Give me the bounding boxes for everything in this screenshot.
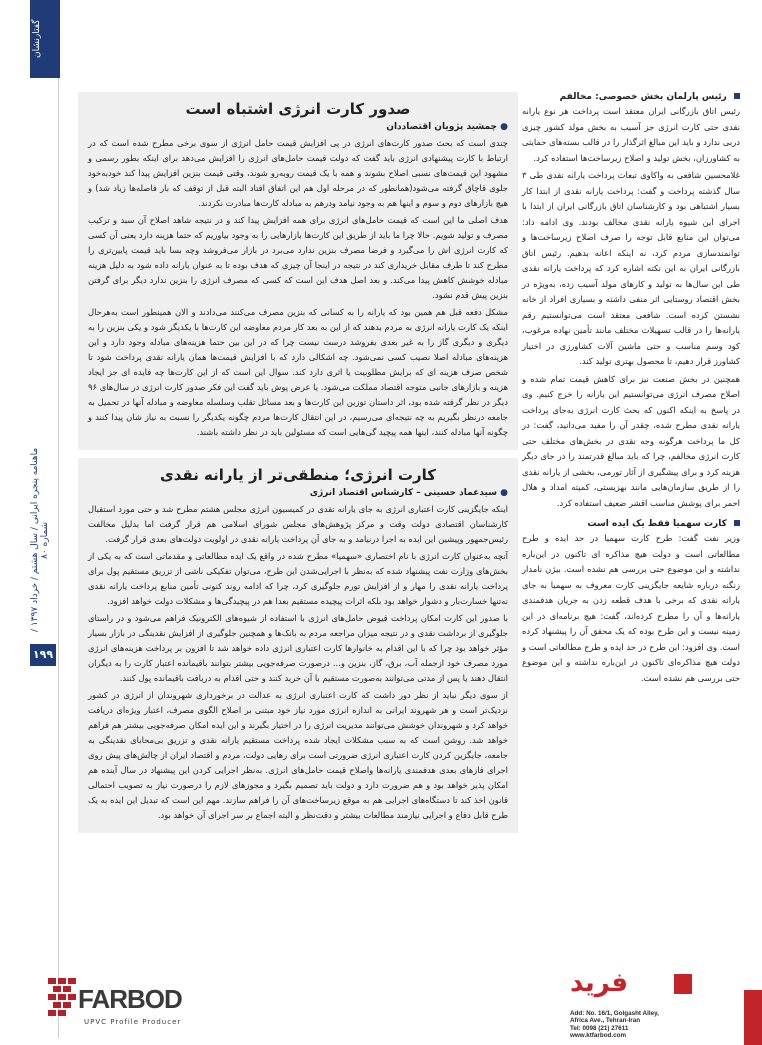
article-byline [88, 488, 508, 498]
main-column [78, 92, 518, 833]
subheading [522, 519, 740, 529]
farid-logo-icon [674, 974, 692, 994]
farid-contact [570, 1010, 659, 1040]
article-paragraph: چندی است که بحث صدور کارت‌های انرژی در پی افزایش قیمت حامل انرژی از سوی برخی مطرح شده است که در ارتباط با کارت پیشنهادی انرژی باید گفت که دولت قیمت حامل‌های انرژی را افزایش می‌دهد برای اینکه بطور رسمی و مشهود این قیمت‌های نسبی اصلاح بشوند و همه با یک قیمت روبه‌رو شوند، وقتی قیمت بنزین افزایش پیدا کند خودبه‌خود جلوی قاچاق گرفته می‌شود(همانطور که در مرحله اول هم این اتفاق افتاد البته قبل از توقف که بار فاصله‌ها زیاد شد) و هیچ بازارهای دوم و سوم و اینها هم به وجود نیامد ودرهم به مبادله کارت‌ها مبادرت نکردند. [88, 138, 508, 208]
article-energy-card-mistake [78, 92, 518, 450]
subheading-text: رئیس پارلمان بخش خصوصی: مخالفم [559, 92, 727, 102]
article-byline [88, 122, 508, 132]
author-name: چمشید پژویان اقتصاددان [386, 122, 497, 132]
section-tab [30, 0, 60, 78]
farid-phone: Tel: 0098 (21) 27611 [570, 1024, 629, 1032]
side-column [522, 92, 740, 688]
farbod-logo-icon [48, 978, 78, 1022]
bullet-icon: ● [500, 122, 508, 132]
article-paragraph: مشکل دفعه قبل هم همین بود که یارانه را به کسانی که بنزین مصرف می‌کنند می‌دادند و الان همینطور است به‌هرحال اینکه یک کارت یارانه انرژی به مردم بدهند که از این به بعد کار مردم معاوضه این کارت‌ها با یکدیگر شود و یکی بنزین را به دیگری و دیگری گاز را به غیر بعدی بفروشد درست نیست چرا که در این بین حتما هزینه‌های مبادله وجود دارد و این هزینه‌های مبادله اصلا نصیب کسی نمی‌شود. چه اشکالی دارد که با افزایش قیمت‌ها همان یارانه نقدی پرداخت شود تا شخص صرف هزینه ای که برایش مطلوبیت یا اثری دارد کند. سوال این است که از این کارت‌ها چه فایده ای جز ایجاد هزینه و بازارهای جانبی متوجه اقتصاد مملکت می‌شود. یا عرض پوش باید گفت این فکر صدور کارت انرژی در سال‌های ۹۶ دیگر در نظر گرفته شده بود، اثر داستان توزین این کارت‌ها و بعد مسائل تقلب وسلسله معاوضه و مبادله آنها در تحمیل به جامعه درنظر بگیریم به چه نتیجه‌ای می‌رسیم، در این انتقال کارت‌ها مردم چگونه یکدیگر را نسبت به نیاز شان پیدا کنند و چگونه آنها مبادله کنند، اینها همه پیچید گی‌هایی است که مسئولین باید در نظر داشته باشند. [88, 307, 508, 437]
article-paragraph: آنچه به‌عنوان کارت انرژی با نام اختصاری «سهمیا» مطرح شده در واقع یک ایده مطالعاتی و مقدماتی است که به یکی از بخش‌های وزارت نفت پیشنهاد شده که به‌نظر با اجرایی‌شدن این طرح، می‌توان تفکیکی ناشی از تزریق مستقیم پول برای پرداخت یارانه نقدی را مهار و از افزایش تورم جلوگیری کرد، چرا که ادامه روند کنونی تأمین منابع پرداخت یارانه نقدی نه‌تنها خسارت‌بار و دشوار خواهد بود بلکه اثرات پیچیده مستقیم بعدا هم در پیچیدگی‌ها و مشکلات دولت خواهد افزود. [88, 551, 508, 606]
author-name: سیدعماد حسینی – کارشناس اقتصاد انرژی [309, 488, 497, 498]
article-paragraph: از سوی دیگر نباید از نظر دور داشت که کارت اعتباری انرژی به عدالت در برخورداری شهروندان از انرژی در کشور نزدیک‌تر است و هر شهروند ایرانی به اندازه انرژی مورد نیاز خود مبتنی بر اصلاح الگوی مصرف، اعتبار ویژه‌ای دریافت خواهد کرد و شهروندان خوشش می‌توانند مدیریت انرژی را در اختیار بگیرند و این ایده امکان صرفه‌جویی بیشتر هم فراهم خواهد شد. روشن است که به سبب مشکلات ایجاد شده پرداخت مستقیم یارانه نقدی و تزریق بی‌محابای نقدینگی به جامعه، جایگزین کردن کارت اعتباری انرژی ضرورتی است برای رهایی دولت، مردم و اقتصاد ایران از چالش‌های پیش روی اجرای فازهای بعدی هدفمندی یارانه‌ها واصلاح قیمت حامل‌های انرژی. به‌نظر اجرایی کردن این پیشنهاد در سال آینده هم امکان پذیر خواهد بود و هم ضرورت دارد و دولت باید تصمیم بگیرد و مجوزهای لازم را درصورت نیاز به تصویب احتمالی قانون اخذ کند تا دستگاه‌های اجرایی هم به موقع زیرساخت‌های آن را فراهم سازند. مهم این است که تبدیل این ایده به یک طرح قابل دفاع و اجرایی نیازمند مطالعات بیشتر و دقت‌نظر و البته اجماع بر سر اجرای آن خواهد بود. [88, 690, 508, 820]
side-paragraph: رئیس اتاق بازرگانی ایران معتقد است پرداخت هر نوع یارانه نقدی حتی کارت انرژی جز آسیب به بخش مولد کشور چیزی دربی ندارد و باید این مبالغ اثرگذار را در قالب بسته‌های حمایتی به کشاورزان، بخش تولید و اصلاح زیرساخت‌ها استفاده کرد. [522, 106, 740, 163]
page-number: ۱۹۹ [30, 644, 56, 666]
side-paragraph: وزیر نفت گفت: طرح کارت سهمیا در حد ایده و طرح مطالعاتی است و دولت هیچ مذاکره ای تاکنون در این‌باره نداشته و این موضوع حتی بررسی هم نشده است. بیژن نامدار زنگنه درباره شایعه جایگزینی کارت معروف به سهمیا به جای یارانه نقدی که برخی با هدف قطعه زدن به جریان هدفمندی یارانه‌ها و آن را مطرح کرده‌اند، گفت: هیچ برنامه‌ای در این زمینه نیست و این طرح بوده که یک محقق آن را پیشنهاد کرده است. وی افزود: این طرح در حد ایده و طرح مطالعاتی است و دولت هیچ مذاکره‌ای تاکنون در این‌باره نداشته و این موضوع حتی بررسی هم نشده است. [522, 533, 740, 683]
article-paragraph: با صدور این کارت امکان پرداخت قیوض حامل‌های انرژی با استفاده از شیوه‌های الکترونیک فراهم می‌شود و در راستای جلوگیری از برداشت نقدی و در نتیجه میزان مراجعه مردم به بانک‌ها و همچنین جلوگیری از افزایش نقدینگی در بازار بسیار مؤثر خواهد بود چرا که با این اقدام به خانوارها کارت اعتباری انرژی داده خواهد شد تا افزون بر پرداخت هزینه‌های انرژی مورد مصرف خود ازجمله آب، برق، گاز، بنزین و... درصورت صرفه‌جویی بیشتر بتوانند باقیمانده اعتبار کارت را به دیگران انتقال دهند یا پس از مدتی می‌توانند به‌صورت مستقیم با آن خرید کنند و حتی اقدام به دریافت باقیمانده پول کنند. [88, 613, 508, 683]
side-paragraph: همچنین در بخش صنعت نیز برای کاهش قیمت تمام شده و اصلاح مصرف انرژی می‌توانستیم این یارانه را خرج کنیم. وی در پاسخ به اینکه اکنون که بحث کارت انرژی به‌جای پرداخت یارانه نقدی مطرح شده، چقدر آن را مفید می‌دانید، گفت: در کل ما پرداخت هرگونه وجه نقدی در بخش‌های مختلف حتی کارت انرژی مخالفم، چرا که باید مبالغ قدرتمند را در جای دیگر هزینه کرد و برای پیشگیری از آثار تورمی، بخشی از یارانه نقدی را از طریق سازمان‌هایی مانند بهزیستی، کمیته امداد و هلال احمر برای پوشش مناسب اقشر ضعیف استفاده کرد. [522, 373, 740, 508]
square-bullet-icon [734, 93, 740, 99]
article-paragraph: اینکه جایگزینی کارت اعتباری انرژی به جای یارانه نقدی در کمیسیون انرژی مجلس هشتم مطرح شد و حتی مورد استقبال کارشناسان اقتصادی دولت وقت و مرکز پژوهش‌های مجلس شورای اسلامی هم قرار گرفت اما بدلیل مخالفت رئیس‌جمهور وپیشین این ایده به اجرا درنیامد و به جای آن پرداخت یارانه نقدی در اولویت دولت‌های بعدی قرار گرفت. [88, 504, 508, 544]
farid-website: www.ktfarbod.com [570, 1032, 627, 1040]
article-title: کارت انرژی؛ منطقی‌تر از یارانه نقدی [159, 466, 436, 484]
side-paragraph: غلامحسین شافعی به واکاوی تبعات پرداخت یارانه نقدی طی ۳ سال گذشته پرداخت و گفت: پرداخت یارانه نقدی از ابتدا کار بسیار اشتباهی بود و کارشناسان اتاق بازرگانی ایران از ابتدا با اجرای این شیوه یارانه نقدی مخالف بودند. وی ادامه داد: می‌توان این منابع قابل توجه را صرف اصلاح زیرساخت‌ها و توانمندسازی مردم کرد، نه اینکه اعانه بدهیم. رئیس اتاق بازرگانی ایران به این نکته اشاره کرد که پرداخت یارانه نقدی طی این سال‌ها به تولید و کارهای مولد آسیب زده، به‌ویژه در بخش اقتصاد روستایی اثر منفی داشته و بسیاری افراد از خانه نشستن کرده است. شافعی معتقد است می‌توانستیم رقم یارانه‌ها را در قالب تسهیلات مختلف مانند تأمین نهاده مرغوب، کود وسم مناسب و حتی ماشین آلات کشاورزی در اختیار کشاورز قرار دهیم، تا محصول بهتری تولید کند. [522, 170, 740, 366]
margin-divider [58, 78, 59, 1038]
subheading [522, 92, 740, 102]
red-corner-bar [744, 990, 762, 1045]
farid-address-line: Africa Ave., Tehran-Iran [570, 1017, 641, 1025]
article-paragraph: هدف اصلی ما این است که قیمت حامل‌های انرژی برای همه افزایش پیدا کند و در نتیجه شاهد اصلاح آن سبد و ترکیب مصرف و تولید شویم. حالا چرا ما باید از طریق این کارت‌ها بازارهایی را به وجود بیاوریم که حتما هزینه دارد یعنی آن کسی که کارت انرژی اش را می‌گیرد و فرضا مصرف بنزین ندارد می‌برد در بازار می‌فروشد وچه بسا باید قیمت پایین‌تری را مطرح کند تا طرف مقابل خریداری کند در نتیجه در اینجا آن چیزی که هدف بوده تا به عنوان یارانه داده شود به دلیل هزینه مبادله خوشش کاهش پیدا می‌کند. و بعد اصل هدف این است که کسی که مصرف انرژی را بنزین ندارد دیگر برای گرفتن بنزین پیش قدم نشود. [88, 215, 508, 300]
article-energy-card-logical [78, 458, 518, 833]
farid-address-line: Add: No. 16/1, Golgasht Alley, [570, 1010, 659, 1017]
farid-ad [566, 968, 746, 1040]
farbod-ad [48, 978, 188, 1040]
square-bullet-icon [734, 520, 740, 526]
issue-info: ماهنامه پنجره ایرانی / سال هشتم / خرداد ۱۳۹۷ / شماره ۸۰ [30, 447, 50, 633]
farbod-brand: FARBOD [78, 984, 182, 1014]
article-title: صدور کارت انرژی اشتباه است [185, 100, 411, 118]
farbod-tagline: UPVC Profile Producer [84, 1018, 182, 1026]
subheading-text: کارت سهمیا فقط یک ایده است [587, 519, 727, 529]
farid-brand: فرید [570, 968, 628, 998]
bullet-icon: ● [500, 488, 508, 498]
section-label: گفتارنشان [32, 19, 42, 59]
